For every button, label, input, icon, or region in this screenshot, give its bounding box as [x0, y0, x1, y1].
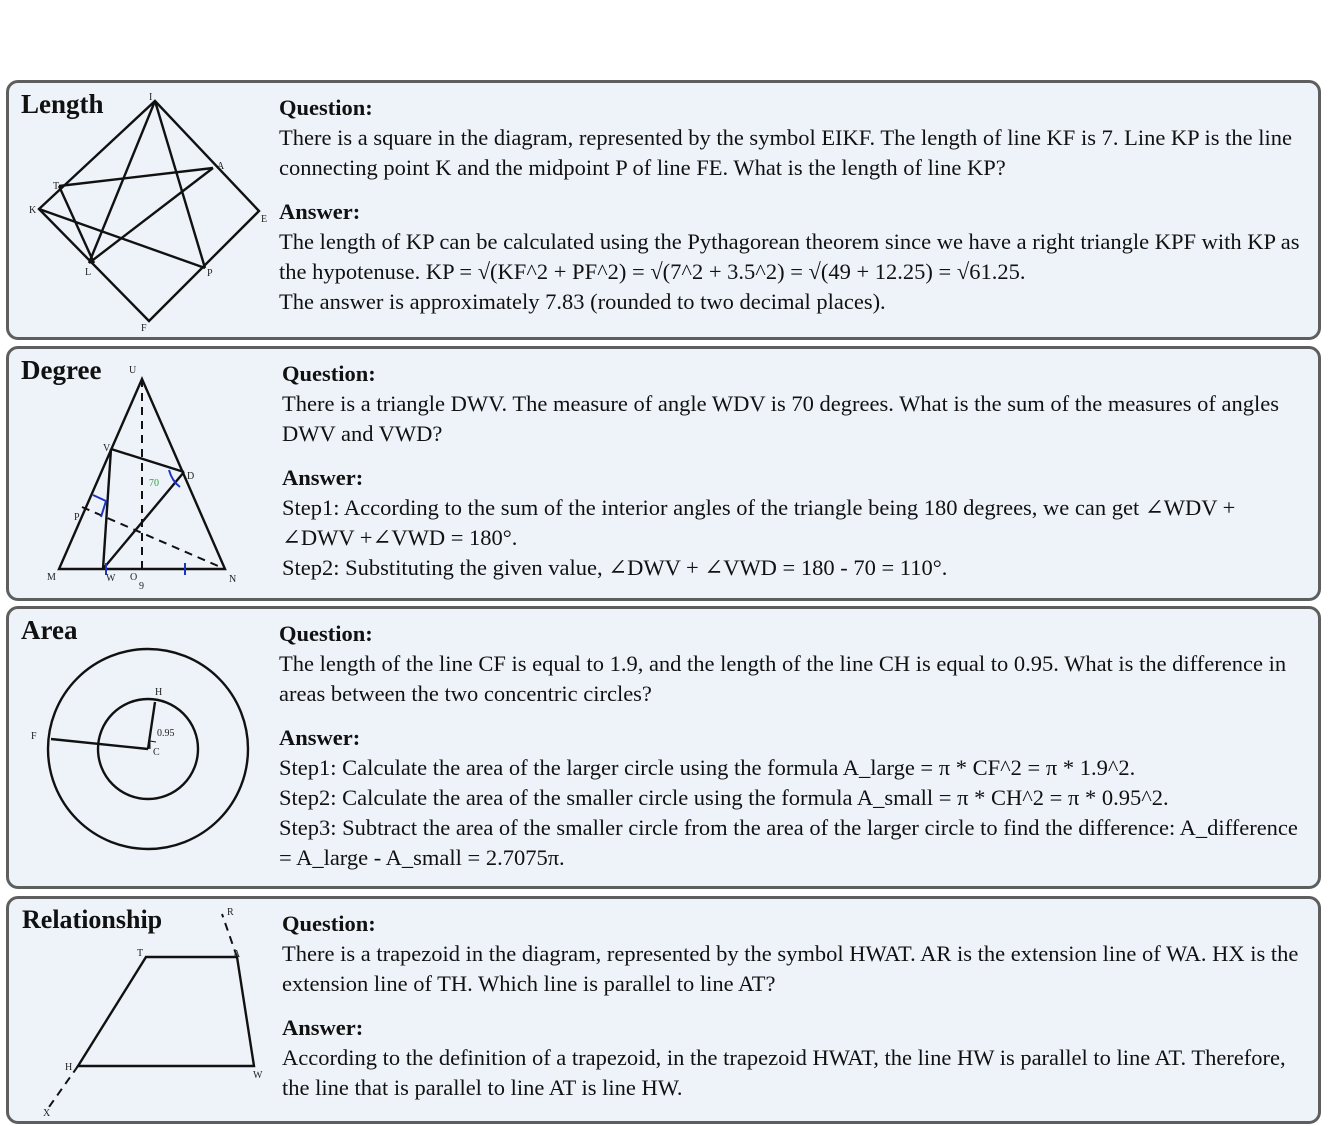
answer-text: Step1: According to the sum of the interior angles of the triangle being 180 degrees, we can get ∠WDV + ∠DWV +∠VWD = 180°.	[282, 495, 1236, 550]
panel-length	[6, 80, 1321, 340]
panel-title: Degree	[21, 355, 102, 385]
point-label-9: 9	[139, 581, 144, 592]
point-label-p: P	[207, 268, 213, 279]
point-label-p: P	[74, 512, 80, 523]
point-label-x: X	[43, 1108, 51, 1119]
point-label-m: M	[47, 572, 56, 583]
panel-degree	[6, 346, 1321, 601]
question-text: There is a trapezoid in the diagram, represented by the symbol HWAT. AR is the extension line of WA. HX is the extension line of TH. Which line is parallel to line AT?	[282, 941, 1299, 996]
answer-label: Answer:	[279, 725, 361, 750]
panel-area	[6, 606, 1321, 889]
answer-text: Step2: Calculate the area of the smaller circle using the formula A_small = π * CH^2 = π * 0.95^2.	[279, 785, 1169, 810]
concentric-circles-diagram	[9, 609, 274, 889]
qa-block	[279, 93, 1304, 317]
question-label: Question:	[279, 95, 373, 120]
qa-block	[279, 619, 1304, 873]
question-text: There is a square in the diagram, represented by the symbol EIKF. The length of line KF is 7. Line KP is the line connecting point K and the midpoint P of line FE. What is the length of line KP?	[279, 125, 1292, 180]
point-label-f: F	[31, 731, 37, 742]
point-label-f: F	[141, 323, 147, 334]
point-label-e: E	[261, 214, 268, 225]
panel-relationship	[6, 896, 1321, 1124]
answer-text: According to the definition of a trapezoid, in the trapezoid HWAT, the line HW is parallel to line AT. Therefore, the line that is parallel to line AT is line HW.	[282, 1045, 1286, 1100]
angle-label-70: 70	[149, 478, 159, 489]
point-label-n: N	[229, 574, 237, 585]
qa-block	[282, 359, 1304, 583]
point-label-k: K	[29, 205, 37, 216]
point-label-a: A	[217, 161, 225, 172]
answer-label: Answer:	[279, 199, 361, 224]
answer-text: The answer is approximately 7.83 (rounded to two decimal places).	[279, 289, 886, 314]
radius-label-0-95: 0.95	[157, 728, 175, 739]
point-label-w: W	[106, 573, 116, 584]
point-label-r: R	[227, 907, 234, 918]
question-label: Question:	[282, 361, 376, 386]
answer-text: Step2: Substituting the given value, ∠DWV + ∠VWD = 180 - 70 = 110°.	[282, 555, 948, 580]
point-label-d: D	[187, 471, 195, 482]
point-label-w: W	[253, 1070, 263, 1081]
point-label-t: T	[53, 181, 60, 192]
answer-label: Answer:	[282, 1015, 364, 1040]
square-diagram	[9, 83, 274, 340]
point-label-h: H	[155, 687, 163, 698]
point-label-v: V	[103, 443, 111, 454]
answer-label: Answer:	[282, 465, 364, 490]
point-label-a: A	[233, 949, 241, 960]
answer-text: Step1: Calculate the area of the larger circle using the formula A_large = π * CF^2 = π * 1.9^2.	[279, 755, 1136, 780]
question-label: Question:	[279, 621, 373, 646]
triangle-diagram	[9, 349, 274, 601]
point-label-u: U	[129, 365, 137, 376]
panel-title: Relationship	[22, 905, 163, 934]
answer-text: Step3: Subtract the area of the smaller circle from the area of the larger circle to find the difference: A_difference = A_large - A_small = 2.7075π.	[279, 815, 1298, 870]
point-label-i: I	[149, 92, 153, 103]
question-text: The length of the line CF is equal to 1.9, and the length of the line CH is equal to 0.95. What is the difference in areas between the two concentric circles?	[279, 651, 1287, 706]
point-label-l: L	[85, 267, 92, 278]
point-label-c: C	[153, 747, 160, 758]
question-text: There is a triangle DWV. The measure of angle WDV is 70 degrees. What is the sum of the measures of angles DWV and VWD?	[282, 391, 1280, 446]
point-label-o: O	[130, 572, 138, 583]
point-label-t: T	[137, 948, 144, 959]
panel-title: Length	[21, 89, 104, 119]
point-label-h: H	[65, 1062, 73, 1073]
panel-title: Area	[21, 615, 78, 645]
qa-block	[282, 909, 1304, 1103]
question-label: Question:	[282, 911, 376, 936]
answer-text: The length of KP can be calculated using the Pythagorean theorem since we have a right triangle KPF with KP as the hypotenuse. KP = √(KF^2 + PF^2) = √(7^2 + 3.5^2) = √(49 + 12.25) = √61.25.	[279, 229, 1300, 284]
